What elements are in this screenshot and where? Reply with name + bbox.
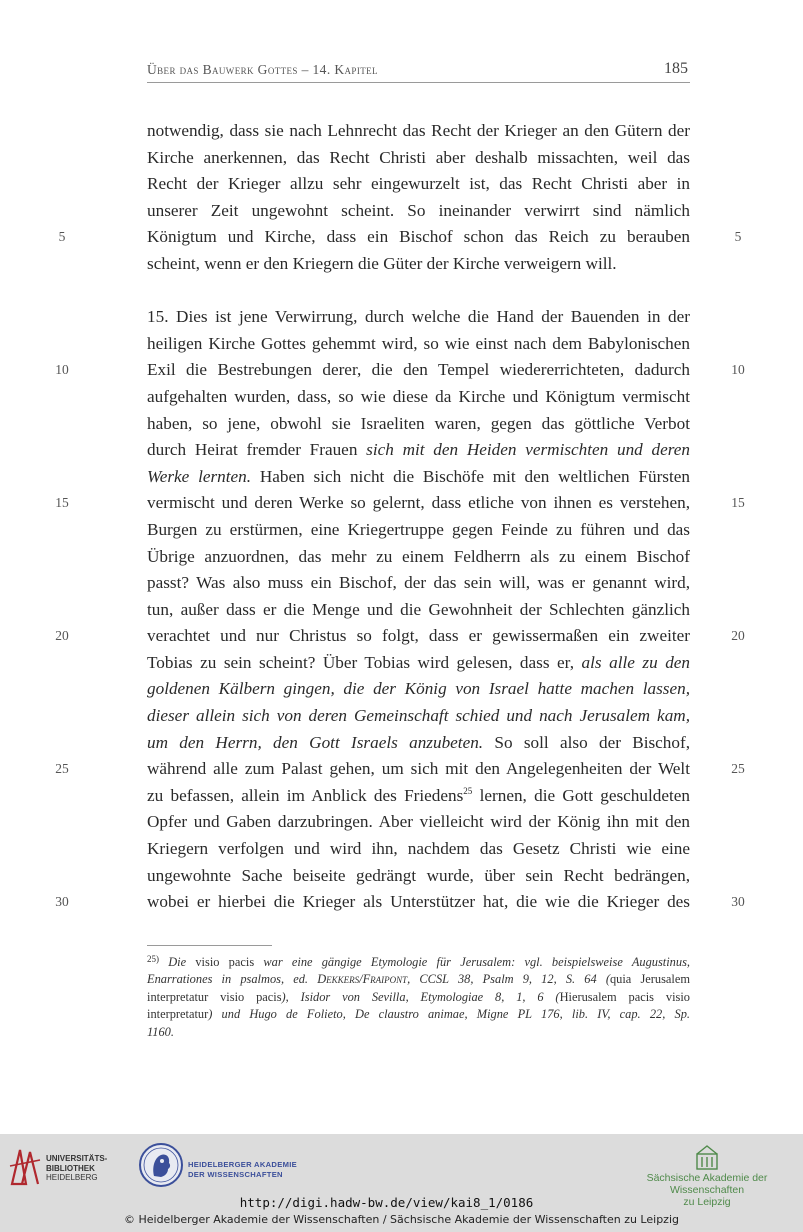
text-line — [147, 437, 690, 464]
line-number-25-right: 25 — [731, 761, 745, 776]
text-run: Tobias zu sein scheint? Über Tobias wird gelesen, dass er, — [147, 652, 574, 672]
footnote-rule — [147, 945, 272, 946]
line-number-5-left: 5 — [58, 229, 66, 244]
footnote-25 — [147, 951, 690, 1041]
italic-quote: als alle zu den — [581, 652, 691, 672]
footnote-run: interpretatur — [147, 1007, 209, 1022]
page-number: 185 — [664, 60, 688, 77]
permalink-url[interactable]: http://digi.hadw-bw.de/view/kai8_1/0186 — [239, 1195, 534, 1210]
footnote-line — [147, 989, 690, 1006]
text-line: Kirche anerkennen, das Recht Christi aber deshalb missachten, weil das — [147, 147, 690, 167]
footnote-run: quia Jerusalem — [609, 972, 691, 987]
hadw-logo-text — [188, 1160, 297, 1180]
hadw-line: HEIDELBERGER AKADEMIE — [188, 1160, 297, 1169]
text-line: passt? Was also muss ein Bischof, der das sein will, was er genannt wird, — [147, 573, 690, 593]
line-number-5-right: 5 — [734, 229, 742, 244]
text-line — [147, 650, 690, 677]
text-line: verachtet und nur Christus so folgt, dass er gewissermaßen ein zweiter — [147, 626, 690, 646]
text-line: Exil die Bestrebungen derer, die den Tempel wiedererrichteten, dadurch — [147, 360, 690, 380]
footnote-line — [147, 1024, 690, 1041]
ub-logo-text — [46, 1154, 107, 1183]
text-line: vermischt und deren Werke so gelernt, dass etliche von ihnen es verstehen, — [147, 493, 690, 513]
text-line: Burgen zu erstürmen, eine Kriegertruppe gegen Feinde zu führen und das — [147, 519, 690, 539]
text-line: während alle zum Palast gehen, um sich mit den Angelegenheiten der Welt — [147, 759, 690, 779]
ub-line: HEIDELBERG — [46, 1173, 98, 1182]
footnote-italic: ) und Hugo de Folieto, De claustro animae, Migne PL 176, lib. IV, cap. 22, Sp. — [208, 1007, 690, 1022]
hadw-seal-icon — [138, 1142, 184, 1188]
text-line: heiligen Kirche Gottes gehemmt wird, so wie einst nach dem Babylonischen — [147, 333, 690, 353]
line-number-25-left: 25 — [55, 761, 69, 776]
ub-logo-icon — [8, 1144, 42, 1186]
italic-quote: um den Herrn, den Gott Israels anzubeten. — [147, 732, 484, 752]
copyright-notice: © Heidelberger Akademie der Wissenschaften / Sächsische Akademie der Wissenschaften zu Leipzig — [123, 1213, 679, 1226]
footnote-run: interpretatur visio pacis — [147, 989, 282, 1004]
italic-quote: sich mit den Heiden vermischten und deren — [366, 440, 691, 460]
body-text — [147, 118, 690, 916]
line-number-10-right: 10 — [731, 362, 745, 377]
footnote-line — [147, 1006, 690, 1023]
footnote-italic: ), Isidor von Sevilla, Etymologiae 8, 1, 6 ( — [281, 989, 560, 1004]
text-line — [147, 703, 690, 730]
text-line — [147, 676, 690, 703]
text-line: aufgehalten wurden, dass, so wie diese da Kirche und Königtum vermischt — [147, 386, 690, 406]
line-number-20-right: 20 — [731, 628, 745, 643]
text-line: 15. Dies ist jene Verwirrung, durch welche die Hand der Bauenden in der — [147, 307, 690, 327]
ub-line: BIBLIOTHEK — [46, 1163, 95, 1173]
text-line — [147, 464, 690, 491]
text-line: unserer Zeit ungewohnt scheint. So ineinander verwirrt sind nämlich — [147, 200, 690, 220]
footnote-editors: Dekkers/Fraipont — [317, 972, 408, 987]
footnote-line — [147, 951, 690, 971]
viewer-footer — [0, 1134, 803, 1232]
footnote-reference[interactable]: 25 — [463, 785, 473, 796]
text-line: notwendig, dass sie nach Lehnrecht das Recht der Krieger an den Gütern der — [147, 121, 690, 140]
footnote-line — [147, 971, 690, 988]
ub-heidelberg-logo[interactable] — [8, 1140, 108, 1190]
text-run: So soll also der Bischof, — [494, 732, 690, 752]
saw-building-icon — [696, 1144, 718, 1170]
text-run: zu befassen, allein im Anblick des Friedens — [147, 785, 464, 805]
line-number-20-left: 20 — [55, 628, 69, 643]
italic-quote: dieser allein sich von deren Gemeinschaft schied und nach Jerusalem kam, — [147, 706, 690, 726]
line-number-15-right: 15 — [731, 495, 745, 510]
footnote-italic: Die — [168, 955, 187, 969]
italic-quote: goldenen Kälbern gingen, die der König von Israel hatte machen lassen, — [147, 679, 690, 699]
paragraph-gap — [147, 278, 690, 305]
text-run: durch Heirat fremder Frauen — [147, 440, 358, 460]
text-line: wobei er hierbei die Krieger als Unterstützer hat, die wie die Krieger des — [147, 892, 690, 912]
footnote-italic: , CCSL 38, Psalm 9, 12, S. 64 ( — [407, 972, 610, 987]
text-line: scheint, wenn er den Kriegern die Güter der Kirche verweigern will. — [147, 253, 617, 273]
text-line: tun, außer dass er die Menge und die Gewohnheit der Schlechten gänzlich — [147, 599, 690, 619]
running-header — [147, 62, 690, 83]
text-line: ungewohnte Sache beiseite gedrängt wurde, über sein Recht bedrängen, — [147, 865, 690, 885]
hadw-logo[interactable] — [138, 1142, 328, 1190]
footnote-italic: Enarrationes in psalmos, ed. — [147, 972, 309, 987]
text-line: Königtum und Kirche, dass ein Bischof schon das Reich zu berauben — [147, 227, 690, 247]
line-number-30-left: 30 — [55, 894, 69, 909]
running-title: Über das Bauwerk Gottes – 14. Kapitel — [147, 62, 378, 77]
line-number-15-left: 15 — [55, 495, 69, 510]
saw-line: Sächsische Akademie der Wissenschaften — [646, 1172, 768, 1196]
text-run: Haben sich nicht die Bischöfe mit den weltlichen Fürsten — [259, 466, 690, 486]
italic-quote: Werke lernten. — [147, 466, 252, 486]
ub-line: UNIVERSITÄTS- — [46, 1154, 108, 1163]
text-line: haben, so jene, obwohl sie Israeliten waren, gegen das göttliche Verbot — [147, 413, 690, 433]
footnote-run: Hierusalem pacis visio — [559, 989, 690, 1004]
hadw-line: DER WISSENSCHAFTEN — [188, 1170, 283, 1179]
text-line — [147, 783, 690, 810]
footnote-mark: 25) — [147, 954, 159, 964]
text-line: Recht der Krieger allzu sehr eingewurzelt ist, das Recht Christi aber in — [147, 174, 690, 194]
saw-line: zu Leipzig — [683, 1196, 731, 1208]
text-line: Übrige anzuordnen, das mehr zu einem Feldherrn als zu einem Bischof — [147, 546, 690, 566]
footnote-italic: 1160. — [147, 1024, 174, 1039]
text-run: lernen, die Gott geschuldeten — [479, 785, 690, 805]
line-number-10-left: 10 — [55, 362, 69, 377]
text-line — [147, 730, 690, 757]
line-number-30-right: 30 — [731, 894, 745, 909]
text-line: Kriegern verfolgen und wird ihn, nachdem das Gesetz Christi wie eine — [147, 839, 690, 859]
footnote-run: visio pacis — [195, 955, 255, 969]
text-line: Opfer und Gaben darzubringen. Aber vielleicht wird der König ihn mit den — [147, 812, 690, 832]
footnote-italic: war eine gängige Etymologie für Jerusalem: vgl. beispielsweise Augustinus, — [263, 955, 690, 969]
